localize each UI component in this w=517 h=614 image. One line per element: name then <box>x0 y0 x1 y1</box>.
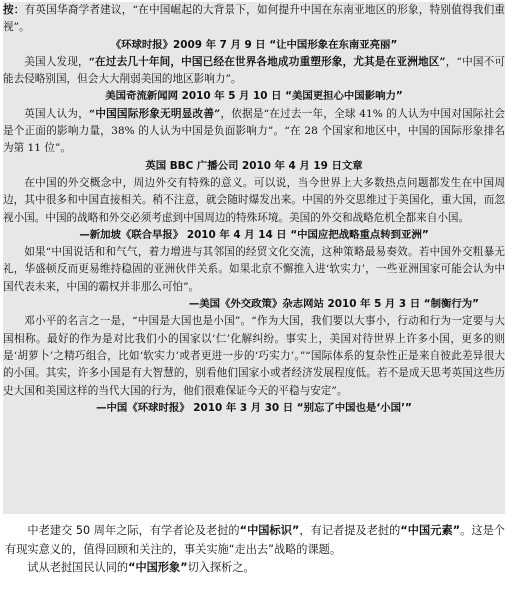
closing-paragraph-2 <box>5 559 505 578</box>
foreign-policy-paragraph: 如果“中国说话和和气气，着力增进与其邻国的经贸文化交流，这种策略最易奏效。若中国外交粗暴无礼，华盛顿反而更易维持稳固的亚洲伙伴关系。如果北京不懈推入进‘软实力’，一些亚洲国家可能会认为中国代表未来，中国的霸权并非那么可怕”。 <box>3 246 505 293</box>
source-4: —新加坡《联合早报》 2010 年 4 月 14 日 “中国应把战略重点转到亚洲” <box>79 228 429 241</box>
us-paragraph-rest: ，“中国不可能去侵略别国，但会大大削弱美国的地区影响力”。 <box>3 55 506 86</box>
closing-1-highlight-2: “中国元素” <box>400 524 461 537</box>
source-5: —美国《外交政策》杂志网站 2010 年 5 月 3 日 “制衡行为” <box>188 298 479 311</box>
closing-section <box>5 522 505 578</box>
source-6: —中国《环球时报》 2010 年 3 月 30 日 “别忘了中国也是‘小国’” <box>96 401 412 414</box>
us-paragraph <box>3 54 505 89</box>
quote-box <box>3 2 505 514</box>
closing-2-a: 试从老挝国民认同的 <box>27 561 129 574</box>
note-separator: ： <box>13 4 25 16</box>
note-label: 按 <box>3 4 14 16</box>
closing-paragraph-1 <box>5 522 505 559</box>
us-paragraph-lead: 美国人发现， <box>24 55 89 68</box>
note-paragraph <box>3 2 505 37</box>
source-1: 《环球时报》2009 年 7 月 9 日 “让中国形象在东南亚亮丽” <box>110 38 398 51</box>
source-2: 美国奇流新闻网 2010 年 5 月 10 日 “美国更担心中国影响力” <box>105 90 403 103</box>
uk-paragraph <box>3 106 505 158</box>
uk-paragraph-rest: ，依据是“在过去一年，全球 41% 的人认为中国对国际社会是个正面的影响力量，38% 的人认为中国是负面影响力”。“在 28 个国家和地区中，中国的国际形象排名为第 11 位”。 <box>3 107 506 155</box>
closing-1-highlight-1: “中国标识” <box>239 524 300 537</box>
closing-1-a: 中老建交 50 周年之际，有学者论及老挝的 <box>27 524 240 537</box>
closing-1-c: ，有记者提及老挝的 <box>299 524 401 537</box>
us-paragraph-highlight: “在过去几十年间，中国已经在世界各地成功重塑形象，尤其是在亚洲地区” <box>88 55 446 68</box>
singapore-paragraph: 在中国的外交概念中，周边外交有特殊的意义。可以说，当今世界上大多数热点问题都发生在中国周边，其中很多和中国直接相关。稍不注意，就会随时爆发出来。中国的外交思维过于美国化，重大国，而忽视小国。中国的战略和外交必须考虑到中国周边的特殊环境。美国的外交和战略危机全都来自小国。 <box>3 176 505 224</box>
closing-2-c: 切入探析之。 <box>187 561 255 574</box>
closing-2-highlight: “中国形象” <box>128 561 188 574</box>
source-3: 英国 BBC 广播公司 2010 年 4 月 19 日文章 <box>145 159 363 172</box>
note-text: 有英国华裔学者建议，“在中国崛起的大背景下，如何提升中国在东南亚地区的形象，特别值得我们重视”。 <box>3 4 505 34</box>
deng-paragraph: 邓小平的名言之一是，“中国是大国也是小国”。“作为大国，我们要以大事小，行动和行为一定要与大国相称。最好的作为是对比我们小的国家以‘仁’化解纠纷。事实上，美国对待世界上许多小国，更多的则是‘胡萝卜’之精巧组合，比如‘软实力’或者更进一步的‘巧实力’。”“国际体系的复杂性正是来自彼此差异很大的小国。其实，许多小国是有大智慧的，别看他们国家小或者经济发展程度低。若不是成天思考英国这些历史大国和美国这样的当代大国的行为，他们很难保证今天的平稳与安定”。 <box>3 315 505 397</box>
closing-1-e: 。这是个有现实意义的，值得回顾和关注的，事关实施“走出去”战略的课题。 <box>5 524 505 556</box>
uk-paragraph-lead: 英国人认为， <box>24 107 90 120</box>
uk-paragraph-highlight: “中国国际形象无明显改善” <box>89 107 221 120</box>
